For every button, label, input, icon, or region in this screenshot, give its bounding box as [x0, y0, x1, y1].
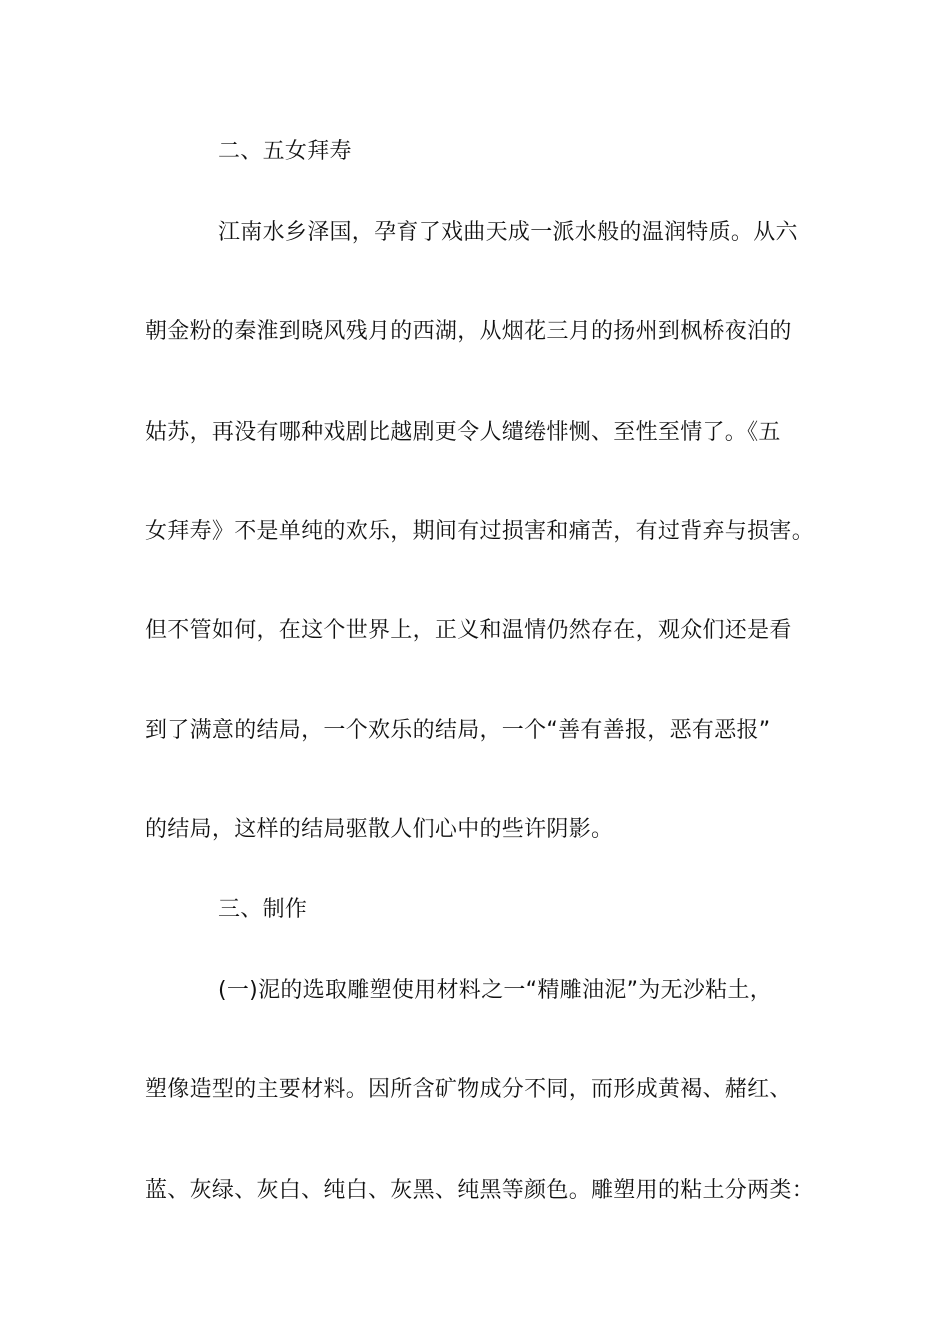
- paragraph-line: (一)泥的选取雕塑使用材料之一“精雕油泥”为无沙粘土，: [218, 978, 773, 1003]
- paragraph-line: 朝金粉的秦淮到晓风残月的西湖，从烟花三月的扬州到枫桥夜泊的: [145, 319, 792, 344]
- paragraph-line: 的结局，这样的结局驱散人们心中的些许阴影。: [145, 817, 614, 842]
- paragraph-line: 到了满意的结局，一个欢乐的结局，一个“善有善报，恶有恶报”: [145, 718, 771, 743]
- paragraph-line: 江南水乡泽国，孕育了戏曲天成一派水般的温润特质。从六: [218, 220, 798, 245]
- paragraph-line: 姑苏，再没有哪种戏剧比越剧更令人缱绻悱恻、至性至情了。《五: [145, 420, 781, 445]
- paragraph-line: 女拜寿》不是单纯的欢乐，期间有过损害和痛苦，有过背弃与损害。: [145, 519, 815, 544]
- heading-section-2: 二、五女拜寿: [218, 139, 352, 164]
- heading-section-3: 三、制作: [218, 897, 308, 922]
- paragraph-line: 但不管如何，在这个世界上，正义和温情仍然存在，观众们还是看: [145, 618, 792, 643]
- paragraph-line: 蓝、灰绿、灰白、纯白、灰黑、纯黑等颜色。雕塑用的粘土分两类：: [145, 1178, 815, 1203]
- paragraph-line: 塑像造型的主要材料。因所含矿物成分不同，而形成黄褐、赭红、: [145, 1077, 792, 1102]
